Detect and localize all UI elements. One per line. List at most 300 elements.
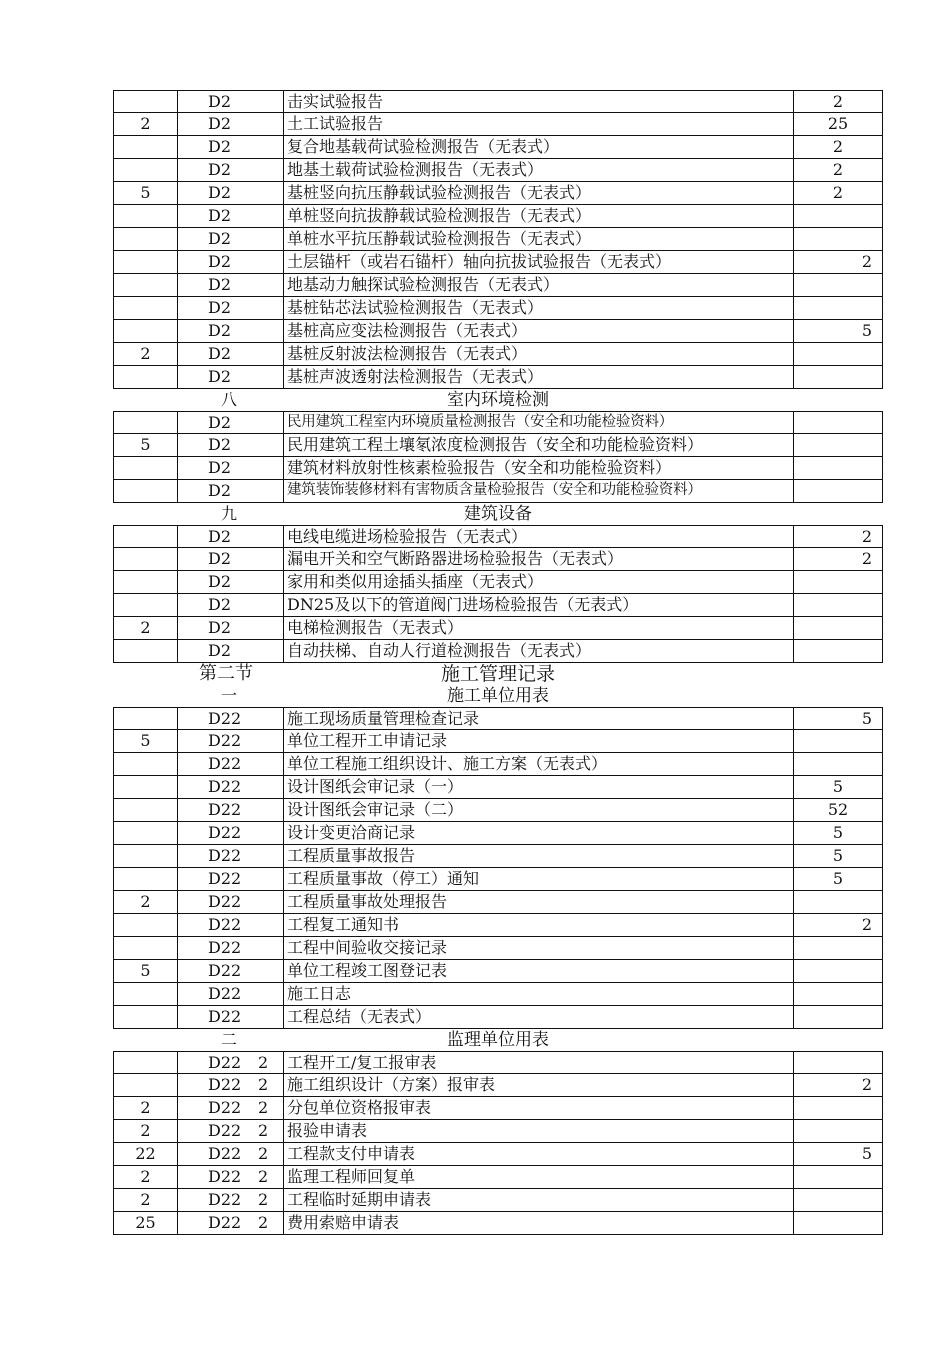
form-code: D2 [208, 160, 232, 179]
count-cell [114, 457, 178, 479]
record-name-cell: 电梯检测报告（无表式） [284, 617, 794, 639]
code-cell [178, 708, 284, 729]
form-code: D22 [208, 1007, 242, 1026]
form-code: D22 [208, 938, 242, 957]
category-header [113, 389, 883, 411]
count-cell [114, 274, 178, 296]
count-cell [114, 594, 178, 616]
code-cell [178, 753, 284, 775]
form-code: D22 [208, 1167, 242, 1186]
record-name-cell: 自动扶梯、自动人行道检测报告（无表式） [284, 640, 794, 662]
count-cell [114, 412, 178, 433]
value-cell [794, 822, 882, 844]
record-name-cell: 基桩钻芯法试验检测报告（无表式） [284, 297, 794, 319]
record-name-cell: 工程复工通知书 [284, 914, 794, 936]
count-cell [114, 753, 178, 775]
value-text: 5 [861, 1144, 872, 1163]
form-code: D22 [208, 800, 242, 819]
form-code: D22 [208, 1213, 242, 1232]
table-row [113, 113, 883, 136]
record-name-cell: 家用和类似用途插头插座（无表式） [284, 571, 794, 593]
category-title: 室内环境检测 [447, 390, 549, 410]
count-cell [114, 228, 178, 250]
form-code: D2 [208, 413, 232, 432]
record-name-cell: 建筑装饰装修材料有害物质含量检验报告（安全和功能检验资料） [284, 480, 794, 502]
code-cell [178, 480, 284, 502]
value-cell [794, 251, 882, 273]
category-number: 第二节 [199, 663, 253, 684]
record-name-cell: 工程款支付申请表 [284, 1143, 794, 1165]
form-code: D2 [208, 572, 232, 591]
count-cell [114, 91, 178, 112]
form-code: D2 [208, 252, 232, 271]
count-cell [114, 708, 178, 729]
form-code: D2 [208, 458, 232, 477]
code-cell [178, 891, 284, 913]
value-text: 5 [832, 846, 844, 865]
record-name-cell: DN25及以下的管道阀门进场检验报告（无表式） [284, 594, 794, 616]
code-cell [178, 799, 284, 821]
record-name-cell: 民用建筑工程土壤氡浓度检测报告（安全和功能检验资料） [284, 434, 794, 456]
form-code: D22 [208, 777, 242, 796]
category-header [113, 1029, 883, 1051]
record-name-cell: 工程中间验收交接记录 [284, 937, 794, 959]
value-cell [794, 571, 882, 593]
value-text: 2 [861, 549, 872, 568]
code-cell [178, 136, 284, 158]
count-cell: 25 [114, 1212, 178, 1234]
record-name-cell: 单位工程开工申请记录 [284, 730, 794, 752]
code-cell [178, 983, 284, 1005]
form-subcode: 2 [258, 1121, 269, 1140]
table-row [113, 366, 883, 389]
form-code: D2 [208, 527, 232, 546]
record-name-cell: 监理工程师回复单 [284, 1166, 794, 1188]
record-name-cell: 土层锚杆（或岩石锚杆）轴向抗拔试验报告（无表式） [284, 251, 794, 273]
record-name-cell: 建筑材料放射性核素检验报告（安全和功能检验资料） [284, 457, 794, 479]
value-text: 52 [827, 800, 849, 819]
category-number: 二 [221, 1030, 238, 1049]
table-row [113, 182, 883, 205]
value-cell [794, 1097, 882, 1119]
table-row [113, 914, 883, 937]
form-code: D2 [208, 367, 232, 386]
form-code: D22 [208, 1098, 242, 1117]
category-header [113, 503, 883, 525]
code-cell [178, 1120, 284, 1142]
count-cell: 2 [114, 1189, 178, 1211]
form-code: D22 [208, 869, 242, 888]
value-cell [794, 159, 882, 181]
count-cell: 2 [114, 1120, 178, 1142]
value-cell [794, 617, 882, 639]
value-text: 5 [861, 709, 872, 728]
form-code: D22 [208, 846, 242, 865]
value-text: 2 [832, 137, 844, 156]
form-subcode: 2 [258, 1144, 269, 1163]
form-code: D22 [208, 823, 242, 842]
table-row [113, 617, 883, 640]
value-cell [794, 343, 882, 365]
table-row [113, 937, 883, 960]
value-cell [794, 320, 882, 342]
form-code: D2 [208, 298, 232, 317]
value-text: 25 [827, 114, 849, 133]
count-cell [114, 548, 178, 570]
value-text: 5 [832, 823, 844, 842]
value-cell [794, 937, 882, 959]
value-cell [794, 434, 882, 456]
table-row [113, 845, 883, 868]
record-name-cell: 工程总结（无表式） [284, 1006, 794, 1028]
count-cell [114, 937, 178, 959]
value-text: 2 [861, 915, 872, 934]
code-cell [178, 937, 284, 959]
value-cell [794, 1120, 882, 1142]
code-cell [178, 1006, 284, 1028]
code-cell [178, 571, 284, 593]
value-cell [794, 1189, 882, 1211]
category-title: 施工管理记录 [440, 663, 555, 685]
record-name-cell: 施工日志 [284, 983, 794, 1005]
code-cell [178, 182, 284, 204]
count-cell [114, 914, 178, 936]
value-cell [794, 91, 882, 112]
table-row [113, 1166, 883, 1189]
value-cell [794, 914, 882, 936]
code-cell [178, 526, 284, 547]
value-text: 2 [861, 1075, 872, 1094]
count-cell: 2 [114, 891, 178, 913]
form-code: D2 [208, 114, 232, 133]
form-code: D2 [208, 137, 232, 156]
count-cell [114, 159, 178, 181]
value-cell [794, 366, 882, 388]
value-cell [794, 526, 882, 547]
form-code: D22 [208, 1075, 242, 1094]
table-row [113, 480, 883, 503]
code-cell [178, 617, 284, 639]
record-name-cell: 基桩竖向抗压静载试验检测报告（无表式） [284, 182, 794, 204]
count-cell [114, 1074, 178, 1096]
form-subcode: 2 [258, 1190, 269, 1209]
table-row [113, 1051, 883, 1074]
code-cell [178, 822, 284, 844]
form-code: D2 [208, 618, 232, 637]
form-code: D22 [208, 1190, 242, 1209]
record-name-cell: 地基动力触探试验检测报告（无表式） [284, 274, 794, 296]
value-cell [794, 1166, 882, 1188]
value-text: 2 [832, 92, 844, 111]
count-cell [114, 205, 178, 227]
value-text: 2 [861, 252, 872, 271]
count-cell [114, 136, 178, 158]
table-row [113, 343, 883, 366]
count-cell [114, 983, 178, 1005]
record-name-cell: 地基土载荷试验检测报告（无表式） [284, 159, 794, 181]
record-name-cell: 单位工程竣工图登记表 [284, 960, 794, 982]
table-row [113, 799, 883, 822]
value-cell [794, 845, 882, 867]
record-name-cell: 基桩反射波法检测报告（无表式） [284, 343, 794, 365]
form-code: D22 [208, 1144, 242, 1163]
record-name-cell: 工程质量事故处理报告 [284, 891, 794, 913]
table-row [113, 868, 883, 891]
table-row [113, 1212, 883, 1235]
table-row [113, 822, 883, 845]
category-header [113, 685, 883, 707]
value-cell [794, 205, 882, 227]
record-name-cell: 漏电开关和空气断路器进场检验报告（无表式） [284, 548, 794, 570]
form-code: D2 [208, 275, 232, 294]
record-name-cell: 土工试验报告 [284, 113, 794, 135]
code-cell [178, 320, 284, 342]
form-code: D22 [208, 961, 242, 980]
code-cell [178, 457, 284, 479]
form-code: D2 [208, 435, 232, 454]
table-row [113, 411, 883, 434]
table-row [113, 1006, 883, 1029]
record-name-cell: 设计图纸会审记录（一） [284, 776, 794, 798]
form-code: D22 [208, 915, 242, 934]
count-cell: 2 [114, 1166, 178, 1188]
count-cell: 2 [114, 1097, 178, 1119]
code-cell [178, 730, 284, 752]
value-cell [794, 776, 882, 798]
value-text: 5 [832, 777, 844, 796]
value-cell [794, 480, 882, 502]
value-text: 5 [832, 869, 844, 888]
code-cell [178, 776, 284, 798]
count-cell [114, 822, 178, 844]
form-code: D2 [208, 92, 232, 111]
category-number: 八 [221, 390, 238, 409]
value-cell [794, 594, 882, 616]
count-cell [114, 366, 178, 388]
code-cell [178, 205, 284, 227]
table-row [113, 776, 883, 799]
code-cell [178, 366, 284, 388]
table-row [113, 159, 883, 182]
form-code: D2 [208, 481, 232, 500]
record-name-cell: 施工组织设计（方案）报审表 [284, 1074, 794, 1096]
count-cell: 2 [114, 343, 178, 365]
code-cell [178, 113, 284, 135]
record-name-cell: 施工现场质量管理检查记录 [284, 708, 794, 729]
record-name-cell: 复合地基载荷试验检测报告（无表式） [284, 136, 794, 158]
table-row [113, 730, 883, 753]
count-cell: 2 [114, 113, 178, 135]
count-cell [114, 526, 178, 547]
value-text: 5 [861, 321, 872, 340]
record-name-cell: 设计变更洽商记录 [284, 822, 794, 844]
record-name-cell: 单桩竖向抗拔静载试验检测报告（无表式） [284, 205, 794, 227]
record-name-cell: 单桩水平抗压静载试验检测报告（无表式） [284, 228, 794, 250]
form-subcode: 2 [258, 1075, 269, 1094]
value-cell [794, 457, 882, 479]
form-code: D2 [208, 595, 232, 614]
value-text: 2 [832, 160, 844, 179]
record-name-cell: 基桩声波透射法检测报告（无表式） [284, 366, 794, 388]
record-name-cell: 民用建筑工程室内环境质量检测报告（安全和功能检验资料） [284, 412, 794, 433]
record-name-cell: 基桩高应变法检测报告（无表式） [284, 320, 794, 342]
table-row [113, 1074, 883, 1097]
value-cell [794, 1143, 882, 1165]
form-code: D2 [208, 344, 232, 363]
table-row [113, 753, 883, 776]
table-row [113, 1097, 883, 1120]
table-row [113, 707, 883, 730]
value-text: 2 [861, 527, 872, 546]
form-subcode: 2 [258, 1098, 269, 1117]
table-row [113, 274, 883, 297]
table-row [113, 297, 883, 320]
code-cell [178, 274, 284, 296]
value-cell [794, 182, 882, 204]
value-cell [794, 799, 882, 821]
code-cell [178, 91, 284, 112]
count-cell [114, 640, 178, 662]
count-cell: 22 [114, 1143, 178, 1165]
count-cell [114, 1006, 178, 1028]
form-code: D22 [208, 892, 242, 911]
code-cell [178, 960, 284, 982]
table-row [113, 457, 883, 480]
form-code: D22 [208, 754, 242, 773]
value-cell [794, 1052, 882, 1073]
count-cell [114, 799, 178, 821]
record-name-cell: 电线电缆进场检验报告（无表式） [284, 526, 794, 547]
table-row [113, 434, 883, 457]
form-code: D22 [208, 984, 242, 1003]
category-title: 建筑设备 [464, 504, 532, 524]
form-subcode: 2 [258, 1213, 269, 1232]
table-row [113, 90, 883, 113]
code-cell [178, 228, 284, 250]
count-cell: 5 [114, 434, 178, 456]
value-cell [794, 960, 882, 982]
form-code: D22 [208, 731, 242, 750]
code-cell [178, 412, 284, 433]
value-cell [794, 228, 882, 250]
value-cell [794, 640, 882, 662]
form-code: D2 [208, 549, 232, 568]
value-cell [794, 891, 882, 913]
record-name-cell: 击实试验报告 [284, 91, 794, 112]
table-row [113, 228, 883, 251]
count-cell [114, 480, 178, 502]
table-row [113, 891, 883, 914]
value-cell [794, 297, 882, 319]
table-row [113, 960, 883, 983]
count-cell [114, 320, 178, 342]
code-cell [178, 548, 284, 570]
table-row [113, 983, 883, 1006]
record-name-cell: 分包单位资格报审表 [284, 1097, 794, 1119]
count-cell [114, 571, 178, 593]
value-cell [794, 730, 882, 752]
category-title: 监理单位用表 [447, 1030, 549, 1050]
record-name-cell: 工程质量事故报告 [284, 845, 794, 867]
record-name-cell: 工程质量事故（停工）通知 [284, 868, 794, 890]
code-cell [178, 1189, 284, 1211]
code-cell [178, 297, 284, 319]
table-row [113, 1189, 883, 1212]
code-cell [178, 251, 284, 273]
category-title: 施工单位用表 [447, 686, 549, 706]
count-cell [114, 868, 178, 890]
category-number: 九 [221, 504, 238, 523]
code-cell [178, 845, 284, 867]
count-cell [114, 297, 178, 319]
form-code: D2 [208, 321, 232, 340]
value-cell [794, 412, 882, 433]
form-code: D22 [208, 1053, 242, 1072]
value-cell [794, 1006, 882, 1028]
code-cell [178, 1212, 284, 1234]
table-row [113, 320, 883, 343]
count-cell: 2 [114, 617, 178, 639]
form-code: D22 [208, 709, 242, 728]
value-cell [794, 1074, 882, 1096]
code-cell [178, 868, 284, 890]
table-row [113, 640, 883, 663]
table-row [113, 1120, 883, 1143]
value-cell [794, 274, 882, 296]
value-cell [794, 113, 882, 135]
code-cell [178, 640, 284, 662]
code-cell [178, 594, 284, 616]
count-cell [114, 776, 178, 798]
code-cell [178, 1097, 284, 1119]
category-number: 一 [221, 686, 238, 705]
record-name-cell: 费用索赔申请表 [284, 1212, 794, 1234]
value-cell [794, 1212, 882, 1234]
table-row [113, 525, 883, 548]
code-cell [178, 1166, 284, 1188]
table-row [113, 136, 883, 159]
table-row [113, 548, 883, 571]
count-cell: 5 [114, 182, 178, 204]
code-cell [178, 914, 284, 936]
form-code: D2 [208, 206, 232, 225]
form-code: D2 [208, 183, 232, 202]
code-cell [178, 1074, 284, 1096]
code-cell [178, 343, 284, 365]
count-cell: 5 [114, 730, 178, 752]
table-row [113, 594, 883, 617]
record-list-sheet [113, 90, 883, 1235]
code-cell [178, 1052, 284, 1073]
value-cell [794, 708, 882, 729]
value-cell [794, 136, 882, 158]
record-name-cell: 工程临时延期申请表 [284, 1189, 794, 1211]
section-header [113, 663, 883, 685]
record-name-cell: 报验申请表 [284, 1120, 794, 1142]
table-row [113, 1143, 883, 1166]
count-cell [114, 1052, 178, 1073]
value-cell [794, 753, 882, 775]
record-name-cell: 单位工程施工组织设计、施工方案（无表式） [284, 753, 794, 775]
table-row [113, 205, 883, 228]
value-cell [794, 983, 882, 1005]
table-row [113, 251, 883, 274]
form-subcode: 2 [258, 1053, 269, 1072]
form-code: D22 [208, 1121, 242, 1140]
count-cell: 5 [114, 960, 178, 982]
count-cell [114, 251, 178, 273]
value-text: 2 [832, 183, 844, 202]
